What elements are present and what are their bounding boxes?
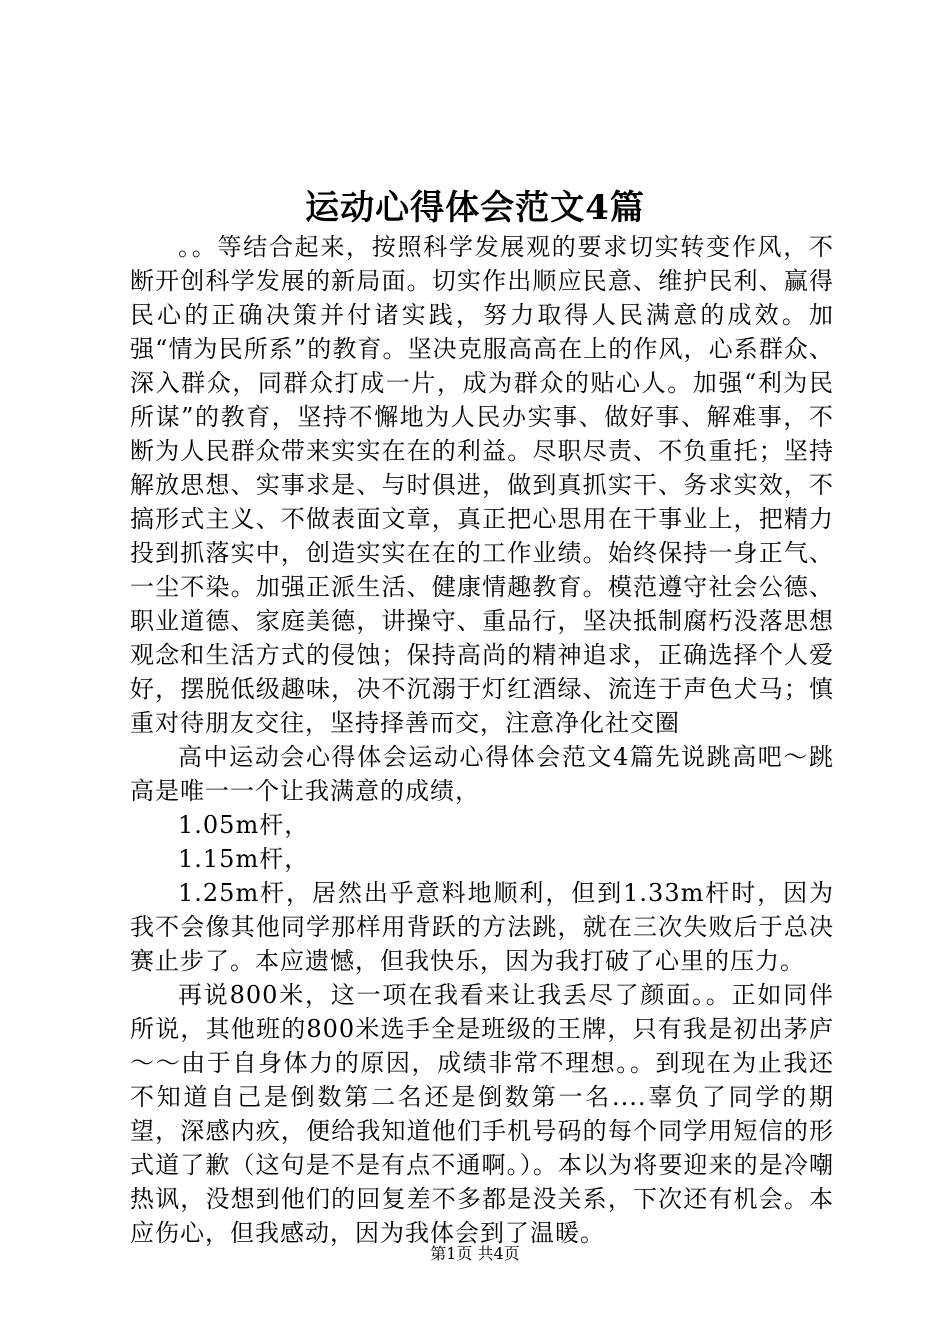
paragraph-6: 再说800米，这一项在我看来让我丢尽了颜面。。正如同伴所说，其他班的800米选手全是班级的王牌，只有我是初出茅庐～～由于自身体力的原因，成绩非常不理想。。到现在为止我还不知道自己是倒数第二名还是倒数第一名....辜负了同学的期望，深感内疚，便给我知道他们手机号码的每个同学用短信的形式道了歉（这句是不是有点不通啊。）。本以为将要迎来的是冷嘲热讽，没想到他们的回复差不多都是没关系，下次还有机会。本应伤心，但我感动，因为我体会到了温暖。: [130, 981, 834, 1247]
document-title: 运动心得体会范文4篇: [305, 188, 645, 228]
paragraph-1: 。。等结合起来，按照科学发展观的要求切实转变作风，不断开创科学发展的新局面。切实作出顺应民意、维护民利、赢得民心的正确决策并付诸实践，努力取得人民满意的成效。加强“情为民所系”的教育。坚决克服高高在上的作风，心系群众、深入群众，同群众打成一片，成为群众的贴心人。加强“利为民所谋”的教育，坚持不懈地为人民办实事、做好事、解难事，不断为人民群众带来实实在在的利益。尽职尽责、不负重托；坚持解放思想、实事求是、与时俱进，做到真抓实干、务求实效，不搞形式主义、不做表面文章，真正把心思用在干事业上，把精力投到抓落实中，创造实实在在的工作业绩。始终保持一身正气、一尘不染。加强正派生活、健康情趣教育。模范遵守社会公德、职业道德、家庭美德，讲操守、重品行，坚决抵制腐朽没落思想观念和生活方式的侵蚀；保持高尚的精神追求，正确选择个人爱好，摆脱低级趣味，决不沉溺于灯红酒绿、流连于声色犬马；慎重对待朋友交往，坚持择善而交，注意净化社交圈: [130, 233, 834, 737]
paragraph-5: 1.25m杆，居然出乎意料地顺利，但到1.33m杆时，因为我不会像其他同学那样用背跃的方法跳，就在三次失败后于总决赛止步了。本应遗憾，但我快乐，因为我打破了心里的压力。: [130, 879, 834, 975]
paragraph-2: 高中运动会心得体会运动心得体会范文4篇先说跳高吧～跳高是唯一一个让我满意的成绩，: [130, 743, 834, 805]
paragraph-4: 1.15m杆，: [178, 845, 310, 873]
page-footer: 第1页 共4页: [430, 1244, 520, 1263]
paragraph-3: 1.05m杆，: [178, 811, 310, 839]
document-body: [130, 230, 834, 1250]
